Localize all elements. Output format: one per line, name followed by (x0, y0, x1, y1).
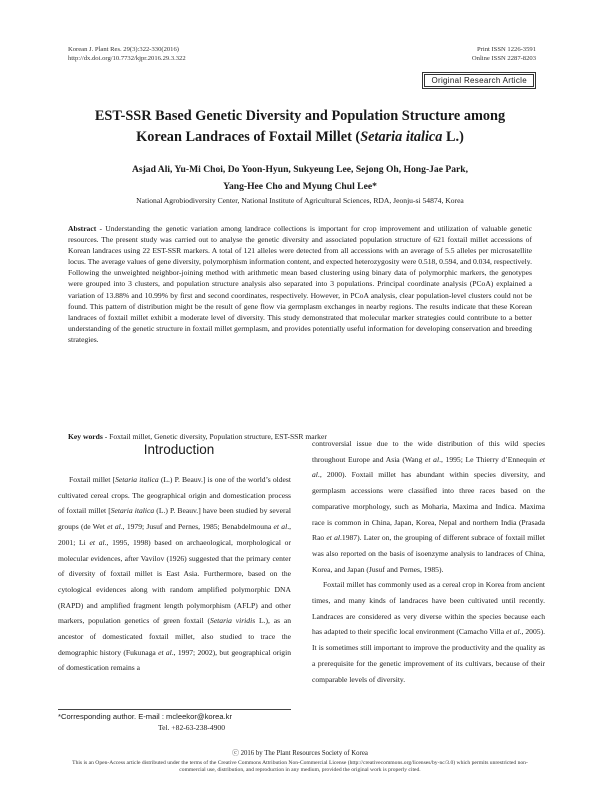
body-column-right (312, 436, 545, 687)
article-type-badge (422, 72, 536, 89)
corresponding-author-email: *Corresponding author. E-mail : mcleekor@korea.kr (58, 712, 232, 721)
section-heading-introduction: Introduction (143, 442, 215, 457)
issn-header (472, 45, 536, 63)
keywords-label: Key words (68, 432, 103, 441)
abstract (68, 223, 532, 345)
species-name: Setaria italica (360, 129, 443, 145)
abstract-label: Abstract (68, 224, 97, 233)
print-issn: Print ISSN 1226-3591 (477, 46, 536, 53)
body-column-left (58, 472, 291, 676)
doi-link[interactable]: http://dx.doi.org/10.7732/kjpr.2016.29.3.322 (68, 55, 186, 62)
affiliation: National Agrobiodiversity Center, National Institute of Agricultural Sciences, RDA, Jeonju-si 54874, Korea (136, 196, 464, 205)
copyright-notice: ⓒ 2016 by The Plant Resources Society of Korea (232, 750, 368, 757)
title-line-1: EST-SSR Based Genetic Diversity and Population Structure among (94, 108, 506, 124)
journal-header (68, 45, 186, 63)
corresponding-author-phone: Tel. +82-63-238-4900 (158, 722, 226, 732)
paper-title (68, 106, 532, 148)
article-type-label: Original Research Article (424, 74, 534, 87)
intro-paragraph-1-continued: controversial issue due to the wide distribution of this wild species throughout Europe and Asia (Wang et al., 1995; Le Thierry d’Ennequin et al., 2000). Foxtail millet has abundant within species diversity, and germplasm accessions were classified into three races based on the comparative morphology, such as Moharia, Maxima and Indica. Maxima race is common in China, Japan, Korea, Nepal and northern India (Prasada Rao et al.1987). Later on, the grouping of different subrace of foxtail millet was also reported on the basis of isoenzyme analysis to landraces of China, Korea, and Japan (Jusuf and Pernes, 1985). (312, 439, 545, 574)
online-issn: Online ISSN 2287-8203 (471, 55, 536, 62)
authors-line-2: Yang-Hee Cho and Myung Chul Lee* (223, 181, 377, 192)
intro-paragraph-2: Foxtail millet has commonly used as a cereal crop in Korea from ancient times, and many kinds of landraces have been cultivated until recently. Landraces are considered as very diverse within the species because each has adapted to their specific local environment (Camacho Villa et al., 2005). It is sometimes still important to improve the productivity and the quality as a prerequisite for the genetic improvement of its cultivars, because of their comparable levels of diversity. (312, 580, 545, 684)
intro-paragraph-1: Foxtail millet [Setaria italica (L.) P. Beauv.] is one of the world’s oldest cultivated cereal crops. The geographical origin and domestication process of foxtail millet [Setaria italica (L.) P. Beauv.] have been studied by several groups (de Wet et al., 1979; Jusuf and Pernes, 1985; Benabdelmouna et al., 2001; Li et al., 1995, 1998) based on archaeological, morphological or molecular evidences, after Vavilov (1926) suggested that the primary center of diversity of foxtail millet is East Asia. Furthermore, based on the cytological evidences along with random amplified polymorphic DNA (RAPD) and amplified fragment length polymorphism (AFLP) and other markers, population genetics of green foxtail (Setaria viridis L.), as an ancestor of domesticated foxtail millet, also studied to trace the demographic history (Fukunaga et al., 1997; 2002), but geographical origin of domestication remains a (58, 475, 292, 673)
author-list (68, 161, 532, 195)
title-line-2: Korean Landraces of Foxtail Millet (Setaria italica L.) (136, 129, 464, 145)
journal-citation: Korean J. Plant Res. 29(3):322-330(2016) (68, 46, 179, 53)
abstract-text: - Understanding the genetic variation among landrace collections is important for crop improvement and utilization of valuable genetic resources. The present study was carried out to analyse the genetic diversity and associated population structure of 621 foxtail millet accessions of Korean landraces using 22 EST-SSR markers. A total of 121 alleles were detected from all accessions with an average of 5.5 alleles per microsatellite locus. The average values of gene diversity, polymorphism information content, and expected heterozygosity were 0.518, 0.594, and 0.034, respectively. Following the unweighted neighbor-joining method with arithmetic mean based clustering using binary data of polymorphic markers, the genotypes were grouped into 3 clusters, and population structure analysis also separated into 3 populations. Principal coordinate analysis (PCoA) explained a variation of 13.88% and 10.99% by first and second coordinates, respectively. However, in PCoA analysis, clear population-level clusters could not be found. This pattern of distribution might be the result of gene flow via germplasm exchanges in nearby regions. The results indicate that these Korean landraces of foxtail millet exhibit a moderate level of diversity. This study demonstrated that molecular marker strategies could contribute to a better understanding of the genetic structure in foxtail millet germplasm, and provides potentially useful information for developing conservation and breeding strategies. (68, 224, 532, 344)
license-notice: This is an Open-Access article distributed under the terms of the Creative Commons Attribution Non-Commercial License (http://creativecommons.org/licenses/by-nc/3.0) which permits unrestricted non-commercial use, distribution, and reproduction in any medium, provided the original work is properly cited. (72, 760, 528, 773)
corresponding-author-footnote (58, 712, 291, 733)
footnote-divider (58, 709, 291, 710)
keywords-text: - Foxtail millet, Genetic diversity, Population structure, EST-SSR marker (102, 432, 327, 441)
authors-line-1: Asjad Ali, Yu-Mi Choi, Do Yoon-Hyun, Sukyeung Lee, Sejong Oh, Hong-Jae Park, (131, 164, 469, 175)
